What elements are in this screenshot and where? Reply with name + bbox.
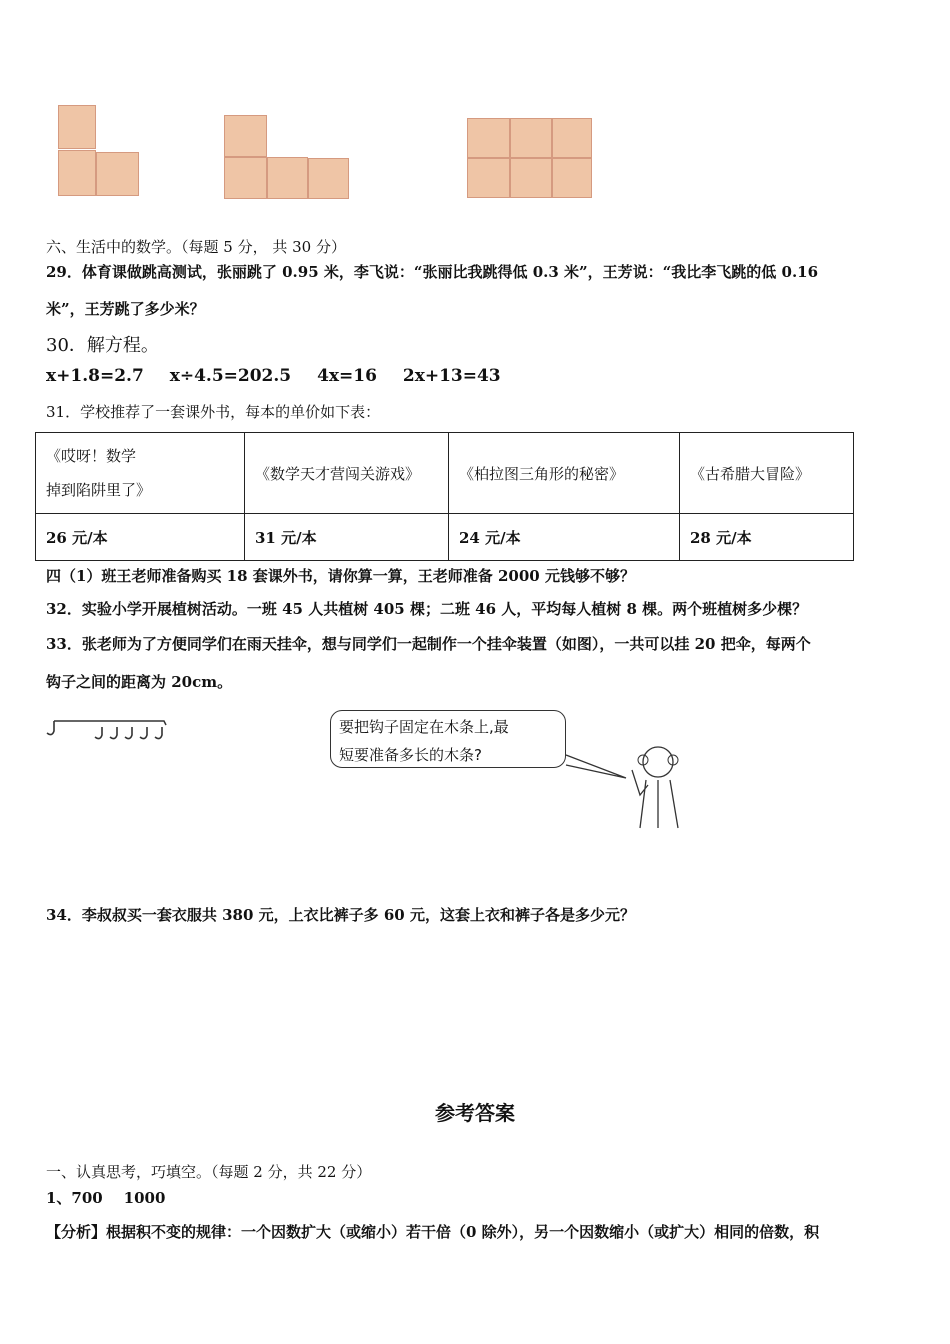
answer-1: 1、700 1000 (46, 1189, 166, 1207)
square (267, 157, 308, 199)
equation: 2x+13=43 (402, 366, 501, 386)
square (308, 158, 349, 199)
price-cell: 26 元/本 (36, 514, 245, 561)
table-row (36, 433, 854, 514)
price-cell: 31 元/本 (245, 514, 449, 561)
book-title: 《哎呀！数学 (46, 447, 137, 465)
bubble-text: 要把钩子固定在木条上,最 (339, 718, 509, 736)
square (96, 152, 139, 196)
question-31-intro: 31．学校推荐了一套课外书，每本的单价如下表： (46, 403, 381, 421)
equation: 4x=16 (317, 366, 377, 386)
section-heading: 六、生活中的数学。（每题 5 分， 共 30 分） (46, 238, 346, 256)
bubble-text: 短要准备多长的木条? (339, 746, 482, 764)
table-cell: 《柏拉图三角形的秘密》 (449, 433, 680, 514)
equations (46, 366, 501, 386)
question-32: 32．实验小学开展植树活动。一班 45 人共植树 405 棵；二班 46 人，平均每人植树 8 棵。两个班植树多少棵？ (46, 600, 808, 618)
question-34: 34．李叔叔买一套衣服共 380 元，上衣比裤子多 60 元，这套上衣和裤子各是多少元？ (46, 906, 635, 924)
question-29-line1: 29．体育课做跳高测试，张丽跳了 0.95 米，李飞说：“张丽比我跳得低 0.3 米”，王芳说：“我比李飞跳的低 0.16 (46, 263, 819, 281)
answers-section-heading: 一、认真思考，巧填空。（每题 2 分，共 22 分） (46, 1163, 372, 1181)
square (510, 118, 552, 158)
question-31-text: 四（1）班王老师准备购买 18 套课外书，请你算一算，王老师准备 2000 元钱够不够？ (46, 567, 635, 585)
speech-bubble (330, 710, 566, 768)
square (552, 158, 592, 198)
table-cell (36, 433, 245, 514)
equation: x÷4.5=202.5 (169, 366, 292, 386)
answers-title: 参考答案 (435, 1101, 515, 1125)
question-29-line2: 米”，王芳跳了多少米？ (46, 300, 205, 318)
square (224, 157, 267, 199)
square (467, 118, 510, 158)
square (58, 105, 96, 149)
girl-illustration (560, 740, 700, 830)
question-30-title: 30．解方程。 (46, 335, 159, 356)
price-cell: 24 元/本 (449, 514, 680, 561)
question-33-line1: 33．张老师为了方便同学们在雨天挂伞，想与同学们一起制作一个挂伞装置（如图），一共可以挂 20 把伞，每两个 (46, 635, 811, 653)
book-title: 掉到陷阱里了》 (46, 481, 152, 499)
question-33-line2: 钩子之间的距离为 20cm。 (46, 673, 233, 691)
square (58, 150, 96, 196)
square (467, 158, 510, 198)
square (510, 158, 552, 198)
book-price-table (35, 432, 854, 561)
hook-rail-illustration (44, 715, 176, 745)
table-cell: 《数学天才营闯关游戏》 (245, 433, 449, 514)
table-row (36, 514, 854, 561)
square (224, 115, 267, 157)
answer-analysis: 【分析】根据积不变的规律：一个因数扩大（或缩小）若干倍（0 除外），另一个因数缩小（或扩大）相同的倍数，积 (46, 1223, 820, 1241)
square (552, 118, 592, 158)
price-cell: 28 元/本 (680, 514, 854, 561)
table-cell: 《古希腊大冒险》 (680, 433, 854, 514)
equation: x+1.8=2.7 (46, 366, 144, 386)
